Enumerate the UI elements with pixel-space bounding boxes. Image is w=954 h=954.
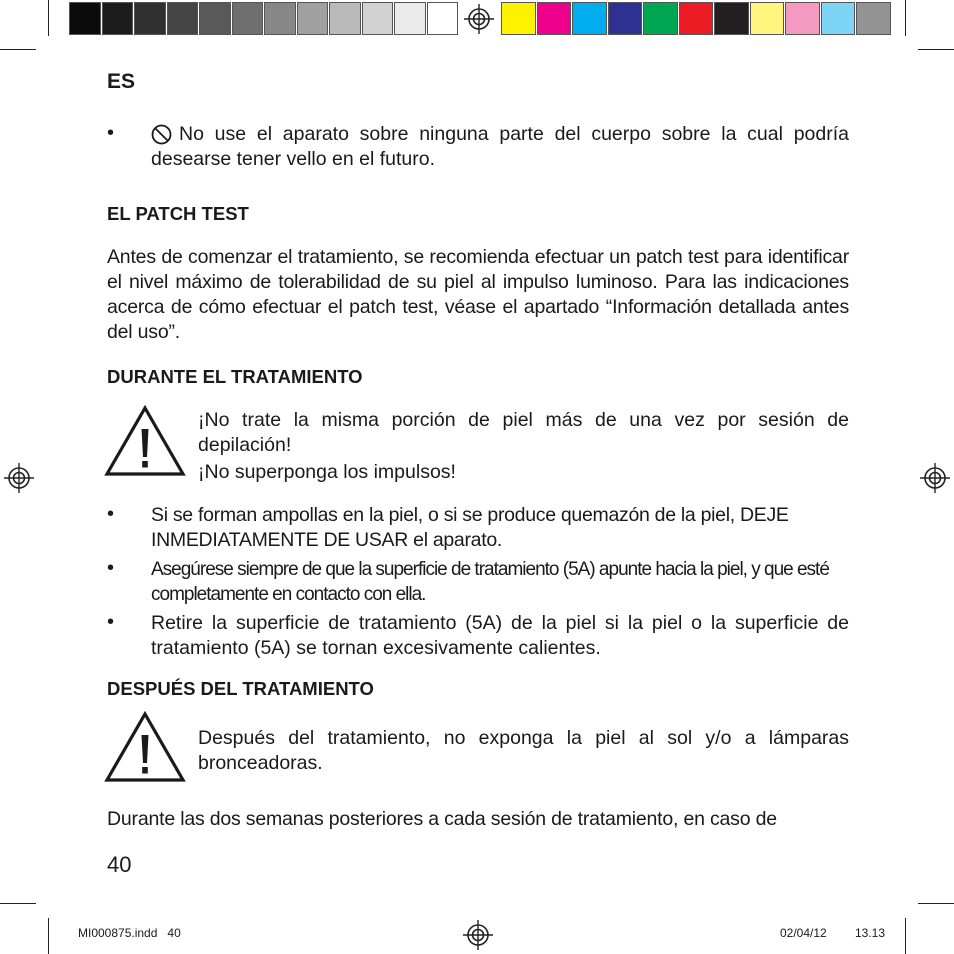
color-swatch (199, 2, 231, 35)
slug-time: 13.13 (855, 926, 886, 940)
color-swatch (102, 2, 134, 35)
gray-color-bar (68, 0, 458, 37)
crop-mark (918, 49, 954, 50)
warning-triangle-icon (104, 711, 186, 783)
color-swatch (572, 2, 607, 35)
closing-paragraph: Durante las dos semanas posteriores a cada sesión de tratamiento, en caso de (107, 808, 777, 830)
color-swatch (608, 2, 643, 35)
color-swatch (856, 2, 891, 35)
list-item: Si se forman ampollas en la piel, o si se produce quemazón de la piel, DEJE INMEDIATAMENTE DE USAR el aparato. (151, 504, 789, 551)
list-item: Asegúrese siempre de que la superficie de tratamiento (5A) apunte hacia la piel, y que esté completamente en contacto con ella. (151, 559, 829, 605)
crop-mark (918, 903, 954, 904)
color-swatch (643, 2, 678, 35)
bullet-marker: • (107, 611, 115, 633)
color-swatch (679, 2, 714, 35)
language-tag: ES (107, 70, 136, 93)
bullet-marker: • (107, 122, 115, 144)
color-swatch (167, 2, 199, 35)
patch-test-paragraph: Antes de comenzar el tratamiento, se recomienda efectuar un patch test para identificar el nivel máximo de tolerabilidad de su piel al impulso luminoso. Para las indicaciones acerca de cómo efectuar el patch test, véase el apartado “Información detallada antes del uso”. (107, 246, 849, 343)
color-swatch (714, 2, 749, 35)
list-item: Retire la superficie de tratamiento (5A) de la piel si la piel o la superficie de tratamiento (5A) se tornan excesivamente calientes. (151, 612, 849, 659)
crop-mark (48, 0, 49, 36)
registration-mark-icon (463, 920, 493, 950)
slug-filename: MI000875.indd 40 (78, 926, 181, 940)
color-swatch (821, 2, 856, 35)
color-swatch (232, 2, 264, 35)
process-color-bar (500, 0, 890, 37)
crop-mark (0, 49, 36, 50)
color-swatch (427, 2, 459, 35)
section-heading-patch-test: EL PATCH TEST (107, 203, 249, 224)
registration-mark-icon (4, 463, 34, 493)
crop-mark (905, 0, 906, 36)
color-swatch (69, 2, 101, 35)
color-swatch (785, 2, 820, 35)
page-number: 40 (107, 852, 132, 877)
section-heading-during: DURANTE EL TRATAMIENTO (107, 366, 363, 387)
color-swatch (362, 2, 394, 35)
crop-mark (48, 918, 49, 954)
registration-mark-icon (920, 463, 950, 493)
color-swatch (537, 2, 572, 35)
crop-mark (905, 918, 906, 954)
intro-bullet-text: No use el aparato sobre ninguna parte del cuerpo sobre la cual podría desearse tener vello en el futuro. (151, 123, 849, 170)
during-warning-text-2: ¡No superponga los impulsos! (198, 461, 456, 483)
after-warning-text: Después del tratamiento, no exponga la piel al sol y/o a lámparas bronceadoras. (198, 727, 849, 774)
color-swatch (501, 2, 536, 35)
color-swatch (297, 2, 329, 35)
section-heading-after: DESPUÉS DEL TRATAMIENTO (107, 678, 374, 699)
color-swatch (134, 2, 166, 35)
registration-mark-icon (464, 4, 494, 34)
color-swatch (750, 2, 785, 35)
bullet-marker: • (107, 503, 115, 525)
color-swatch (329, 2, 361, 35)
color-swatch (394, 2, 426, 35)
during-warning-text: ¡No trate la misma porción de piel más de una vez por sesión de depilación! (198, 409, 849, 456)
color-swatch (264, 2, 296, 35)
crop-mark (0, 903, 36, 904)
warning-triangle-icon (104, 405, 186, 477)
slug-date: 02/04/12 (780, 926, 827, 940)
bullet-marker: • (107, 557, 115, 579)
